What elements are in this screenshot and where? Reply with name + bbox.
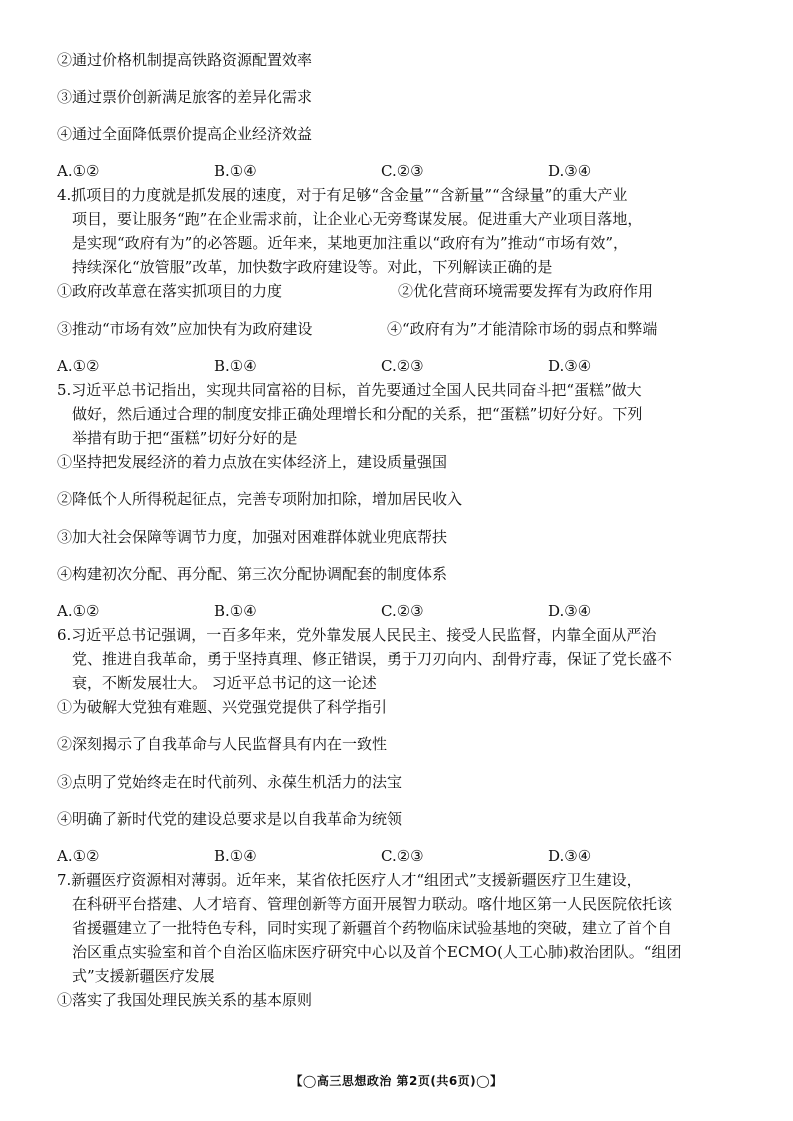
q3-item-3: ③通过票价创新满足旅客的差异化需求 (57, 88, 313, 106)
q3-choice-a: A.①② (57, 162, 100, 180)
q5-stem-3: 举措有助于把“蛋糕”切好分好的是 (72, 429, 298, 447)
q6-choice-d: D.③④ (548, 847, 592, 865)
q4-stem-1: 4.抓项目的力度就是抓发展的速度，对于有足够“含金量”“含新量”“含绿量”的重大产业 (57, 186, 628, 204)
q5-item-1: ①坚持把发展经济的着力点放在实体经济上，建设质量强国 (57, 453, 448, 471)
q6-item-3: ③点明了党始终走在时代前列、永葆生机活力的法宝 (57, 773, 403, 791)
q4-choice-c: C.②③ (381, 357, 424, 375)
q6-stem-1: 6.习近平总书记强调，一百多年来，党外靠发展人民民主、接受人民监督，内靠全面从严治 (57, 626, 657, 644)
q6-choice-b: B.①④ (214, 847, 257, 865)
q7-stem-4: 治区重点实验室和首个自治区临床医疗研究中心以及首个ECMO(人工心肺)救治团队。“组团 (72, 943, 682, 961)
q4-item-2: ②优化营商环境需要发挥有为政府作用 (398, 282, 654, 300)
q6-choice-a: A.①② (57, 847, 100, 865)
q5-choice-a: A.①② (57, 602, 100, 620)
q4-item-3: ③推动“市场有效”应加快有为政府建设 (57, 320, 313, 338)
q7-stem-5: 式”支援新疆医疗发展 (72, 967, 215, 985)
q5-choice-d: D.③④ (548, 602, 592, 620)
q4-stem-2: 项目，要让服务“跑”在企业需求前，让企业心无旁骛谋发展。促进重大产业项目落地， (72, 210, 643, 228)
q4-item-4: ④“政府有为”才能清除市场的弱点和弊端 (387, 320, 658, 338)
q6-item-4: ④明确了新时代党的建设总要求是以自我革命为统领 (57, 810, 403, 828)
q5-choice-c: C.②③ (381, 602, 424, 620)
q6-item-1: ①为破解大党独有难题、兴党强党提供了科学指引 (57, 698, 388, 716)
q4-choice-b: B.①④ (214, 357, 257, 375)
page-footer: 【◯高三思想政治 第2页(共6页)◯】 (290, 1074, 503, 1088)
q3-choice-b: B.①④ (214, 162, 257, 180)
q3-item-2: ②通过价格机制提高铁路资源配置效率 (57, 51, 313, 69)
q6-item-2: ②深刻揭示了自我革命与人民监督具有内在一致性 (57, 735, 388, 753)
q7-item-1: ①落实了我国处理民族关系的基本原则 (57, 991, 313, 1009)
q6-stem-3: 衰，不断发展壮大。 习近平总书记的这一论述 (72, 674, 377, 692)
q3-choice-d: D.③④ (548, 162, 592, 180)
q5-choice-b: B.①④ (214, 602, 257, 620)
q6-stem-2: 党、推进自我革命，勇于坚持真理、修正错误，勇于刀刃向内、刮骨疗毒，保证了党长盛不 (72, 650, 673, 668)
q4-stem-4: 持续深化“放管服”改革，加快数字政府建设等。对此，下列解读正确的是 (72, 258, 553, 276)
q4-stem-3: 是实现“政府有为”的必答题。近年来，某地更加注重以“政府有为”推动“市场有效”， (72, 234, 629, 252)
q4-item-1: ①政府改革意在落实抓项目的力度 (57, 282, 283, 300)
q7-stem-3: 省援疆建立了一批特色专科，同时实现了新疆首个药物临床试验基地的突破，建立了首个自 (72, 919, 673, 937)
q3-choice-c: C.②③ (381, 162, 424, 180)
q5-stem-1: 5.习近平总书记指出，实现共同富裕的目标，首先要通过全国人民共同奋斗把“蛋糕”做大 (57, 381, 642, 399)
q5-item-2: ②降低个人所得税起征点，完善专项附加扣除，增加居民收入 (57, 490, 463, 508)
q7-stem-1: 7.新疆医疗资源相对薄弱。近年来，某省依托医疗人才“组团式”支援新疆医疗卫生建设， (57, 871, 642, 889)
q5-item-3: ③加大社会保障等调节力度，加强对困难群体就业兜底帮扶 (57, 528, 448, 546)
q4-choice-d: D.③④ (548, 357, 592, 375)
q7-stem-2: 在科研平台搭建、人才培育、管理创新等方面开展智力联动。喀什地区第一人民医院依托该 (72, 895, 673, 913)
q5-item-4: ④构建初次分配、再分配、第三次分配协调配套的制度体系 (57, 565, 448, 583)
q5-stem-2: 做好，然后通过合理的制度安排正确处理增长和分配的关系，把“蛋糕”切好分好。下列 (72, 405, 643, 423)
q6-choice-c: C.②③ (381, 847, 424, 865)
q4-choice-a: A.①② (57, 357, 100, 375)
q3-item-4: ④通过全面降低票价提高企业经济效益 (57, 125, 313, 143)
